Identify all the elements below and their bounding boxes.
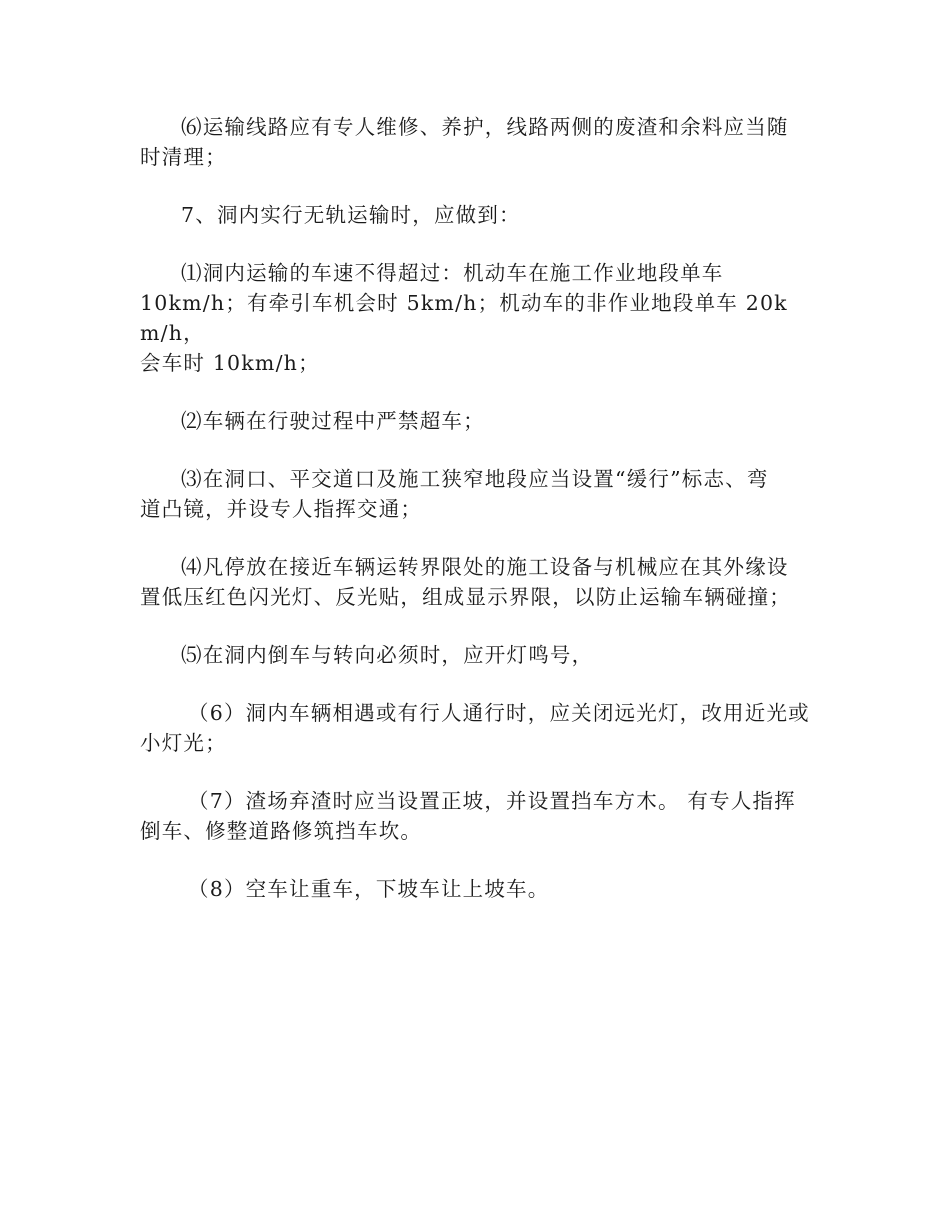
paragraph-item-5 (140, 640, 810, 670)
text-line: 10km/h；有牵引车机会时 5km/h；机动车的非作业地段单车 20km/h， (140, 291, 788, 345)
document-body (140, 112, 810, 932)
paragraph-item-6b (140, 698, 810, 758)
text-line: ⑸在洞内倒车与转向必须时，应开灯鸣号， (181, 643, 594, 667)
paragraph-item-1 (140, 258, 810, 378)
text-line: （7）渣场弃渣时应当设置正坡，并设置挡车方木。 有专人指挥 (188, 789, 796, 813)
section-heading-7 (140, 200, 810, 230)
text-line: ⑴洞内运输的车速不得超过：机动车在施工作业地段单车 (181, 261, 724, 285)
text-line: ⑶在洞口、平交道口及施工狭窄地段应当设置“缓行”标志、弯 (181, 467, 769, 491)
text-line: 小灯光； (140, 731, 227, 755)
paragraph-item-6 (140, 112, 810, 172)
text-line: ⑷凡停放在接近车辆运转界限处的施工设备与机械应在其外缘设 (181, 555, 789, 579)
text-line: （6）洞内车辆相遇或有行人通行时，应关闭远光灯，改用近光或 (188, 701, 810, 725)
text-line: 7、洞内实行无轨运输时，应做到： (181, 203, 521, 227)
text-line: 会车时 10km/h； (140, 351, 320, 375)
text-line: ⑹运输线路应有专人维修、养护，线路两侧的废渣和余料应当随 (181, 115, 789, 139)
paragraph-item-3 (140, 464, 810, 524)
paragraph-item-7 (140, 786, 810, 846)
text-line: 时清理； (140, 145, 227, 169)
text-line: 倒车、修整道路修筑挡车坎。 (140, 819, 423, 843)
paragraph-item-4 (140, 552, 810, 612)
text-line: ⑵车辆在行驶过程中严禁超车； (181, 409, 485, 433)
paragraph-item-2 (140, 406, 810, 436)
text-line: 置低压红色闪光灯、反光贴，组成显示界限，以防止运输车辆碰撞； (140, 585, 791, 609)
text-line: （8）空车让重车，下坡车让上坡车。 (188, 877, 550, 901)
paragraph-item-8 (140, 874, 810, 904)
text-line: 道凸镜，并设专人指挥交通； (140, 497, 423, 521)
